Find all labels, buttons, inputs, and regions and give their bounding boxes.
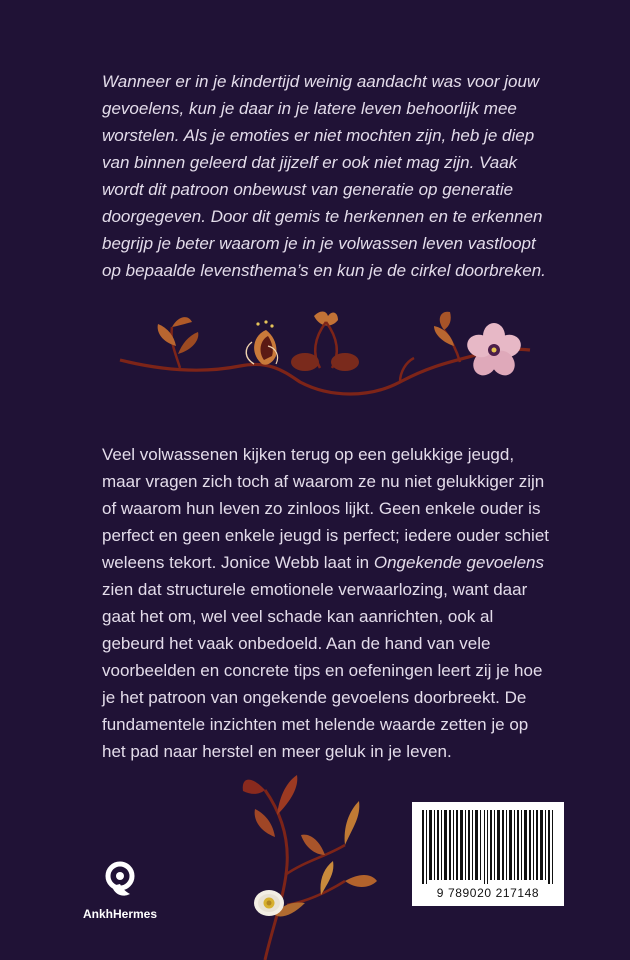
intro-line: van binnen geleerd dat jijzelf er ook niet mag zijn. Vaak xyxy=(102,153,518,172)
intro-paragraph xyxy=(102,68,546,284)
intro-line: wordt dit patroon onbewust van generatie op generatie xyxy=(102,180,514,199)
intro-line: worstelen. Als je emoties er niet mochten zijn, heb je diep xyxy=(102,126,535,145)
intro-line: begrijp je beter waarom je in je volwassen leven vastloopt xyxy=(102,234,536,253)
intro-line: Wanneer er in je kindertijd weinig aandacht was voor jouw xyxy=(102,72,540,91)
description-line: of waarom hun leven zo zinloos lijkt. Geen enkele ouder is xyxy=(102,499,541,518)
isbn-number: 9 789020 217148 xyxy=(436,886,540,900)
intro-line: gevoelens, kun je daar in je latere leven behoorlijk mee xyxy=(102,99,517,118)
publisher-name: AnkhHermes xyxy=(82,907,158,921)
book-title-reference: Ongekende gevoelens xyxy=(373,553,544,572)
publisher-logo xyxy=(80,860,160,930)
description-line: Veel volwassenen kijken terug op een gelukkige jeugd, xyxy=(102,445,515,464)
flower-stem-illustration xyxy=(225,765,395,960)
floral-ornament xyxy=(100,302,540,412)
description-line: maar vragen zich toch af waarom ze nu niet gelukkiger zijn xyxy=(102,472,545,491)
intro-line: op bepaalde levensthema’s en kun je de cirkel doorbreken. xyxy=(102,261,546,280)
description-line: gebeurd het vaak onbedoeld. Aan de hand van vele xyxy=(102,634,491,653)
ankh-hermes-icon xyxy=(100,860,140,900)
description-line: het pad naar herstel en meer geluk in je leven. xyxy=(102,742,452,761)
intro-line: doorgegeven. Door dit gemis te herkennen en te erkennen xyxy=(102,207,543,226)
description-line: zien dat structurele emotionele verwaarlozing, want daar xyxy=(102,580,528,599)
barcode-bars xyxy=(420,810,556,884)
isbn-barcode xyxy=(412,802,564,906)
description-line: voorbeelden en concrete tips en oefeningen leert zij je hoe xyxy=(102,661,543,680)
description-line xyxy=(102,549,542,576)
description-text: weleens tekort. Jonice Webb laat in xyxy=(102,553,370,572)
description-paragraph xyxy=(102,441,550,765)
description-line: gaat het om, wel veel schade kan aanrichten, ook al xyxy=(102,607,494,626)
description-line: je het patroon van ongekende gevoelens doorbreekt. De xyxy=(102,688,527,707)
description-line: perfect en geen enkele jeugd is perfect; iedere ouder schiet xyxy=(102,526,550,545)
description-line: fundamentele inzichten met helende waarde zetten je op xyxy=(102,715,529,734)
